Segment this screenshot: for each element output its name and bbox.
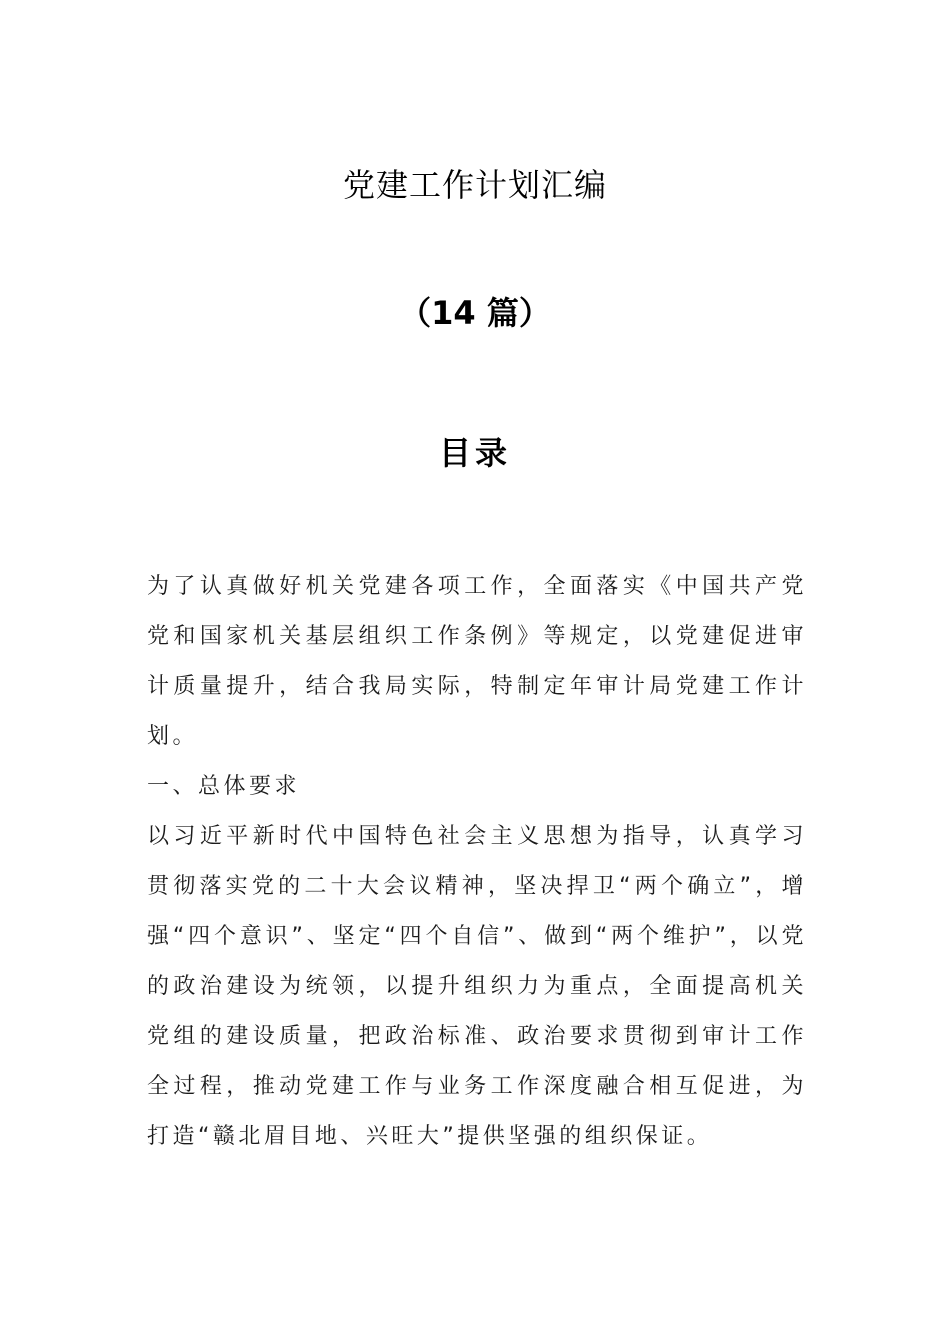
section-heading: 一、总体要求	[147, 774, 301, 799]
paragraph-intro: 为了认真做好机关党建各项工作，全面落实《中国共产党党和国家机关基层组织工作条例》等规定，以党建促进审计质量提升，结合我局实际，特制定年审计局党建工作计划。	[147, 574, 807, 749]
document-body	[147, 562, 807, 1162]
toc-heading: 目录	[438, 434, 511, 472]
document-title: 党建工作计划汇编	[342, 166, 607, 204]
paragraph-requirements: 以习近平新时代中国特色社会主义思想为指导，认真学习贯彻落实党的二十大会议精神，坚决捍卫“两个确立”，增强“四个意识”、坚定“四个自信”、做到“两个维护”，以党的政治建设为统领，以提升组织力为重点，全面提高机关党组的建设质量，把政治标准、政治要求贯彻到审计工作全过程，推动党建工作与业务工作深度融合相互促进，为打造“赣北眉目地、兴旺大”提供坚强的组织保证。	[147, 824, 807, 1149]
document-count: （14 篇）	[399, 294, 551, 332]
